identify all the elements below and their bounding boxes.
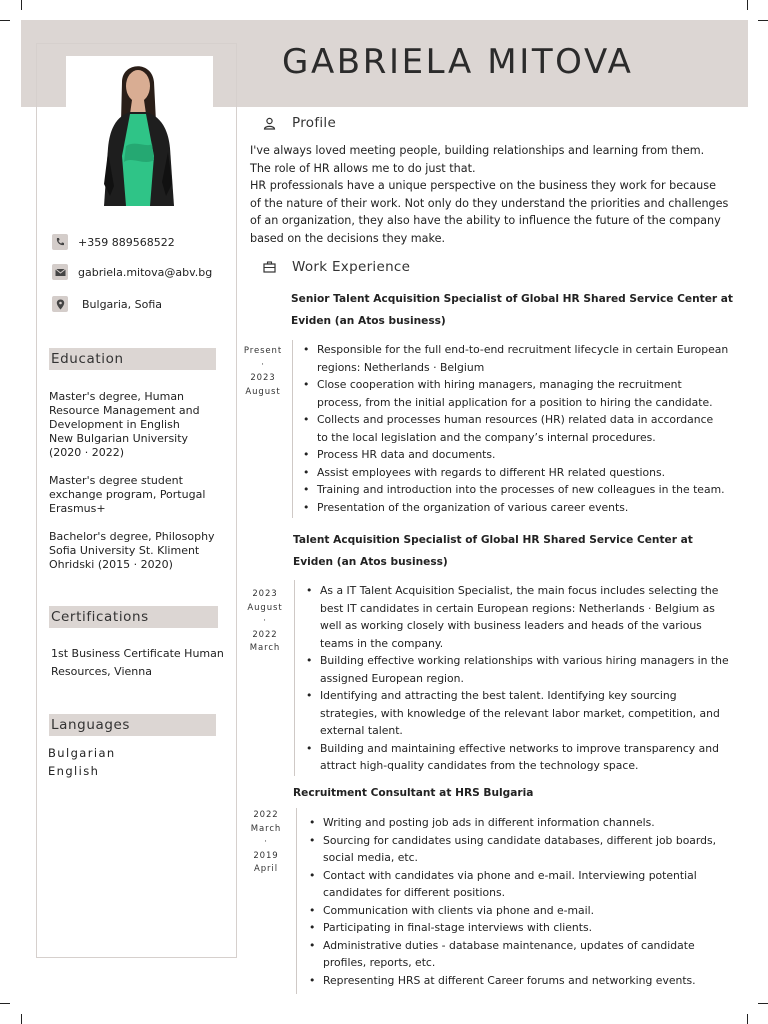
job-title (293, 782, 533, 804)
job-title (293, 529, 693, 573)
list-item: • Administrative duties - database maintenance, updates of candidate profiles, reports, etc. (309, 937, 747, 972)
date-line: 2022 (253, 810, 279, 820)
job-title-line: Eviden (an Atos business) (293, 556, 448, 568)
job-title-line: Talent Acquisition Specialist of Global HR Shared Service Center at (293, 534, 693, 546)
profile-line: based on the decisions they make. (250, 231, 446, 245)
person-icon (262, 116, 276, 130)
crop-mark (0, 1003, 10, 1004)
profile-heading-label: Profile (292, 115, 337, 131)
list-item: • Presentation of the organization of various career events. (303, 499, 748, 517)
list-item: • Close cooperation with hiring managers, managing the recruitment process, from the initial application for a position to hiring the candidate. (303, 376, 748, 411)
briefcase-icon (262, 260, 276, 274)
envelope-icon (52, 264, 68, 280)
profile-photo (66, 56, 213, 206)
date-line: April (254, 864, 278, 874)
job-title-line: Recruitment Consultant at HRS Bulgaria (293, 787, 534, 799)
date-line: · (261, 359, 265, 370)
language-item: English (48, 764, 100, 778)
list-item: • Contact with candidates via phone and e-mail. Interviewing potential candidates for different positions. (309, 867, 747, 902)
job-responsibilities (309, 814, 747, 989)
certification-line: Resources, Vienna (51, 665, 152, 678)
work-experience-heading (262, 259, 410, 275)
list-item: • As a IT Talent Acquisition Specialist, the main focus includes selecting the best IT candidates in certain European regions: Netherlands · Belgium as well as working closely with business leaders and heads of the various teams in the company. (306, 582, 746, 652)
certifications-heading: Certifications (49, 606, 218, 628)
profile-line: I've always loved meeting people, building relationships and learning from them. (250, 144, 705, 157)
contact-phone (52, 234, 175, 250)
language-item: Bulgarian (48, 746, 116, 760)
education-item (49, 390, 224, 460)
crop-mark (747, 0, 748, 10)
list-item: • Writing and posting job ads in different information channels. (309, 814, 747, 832)
crop-mark (21, 1014, 22, 1024)
list-item: • Training and introduction into the processes of new colleagues in the team. (303, 481, 748, 499)
crop-mark (758, 1003, 768, 1004)
profile-heading (262, 115, 336, 131)
phone-icon (52, 234, 68, 250)
date-line: August (245, 386, 281, 397)
date-line: 2023 (250, 373, 276, 383)
education-line: New Bulgarian University (49, 432, 189, 445)
contact-email (52, 264, 212, 280)
job-dates (240, 588, 290, 656)
date-line: 2022 (252, 629, 278, 640)
page-title: GABRIELA MITOVA (282, 42, 634, 82)
job-responsibilities (306, 582, 746, 775)
list-item: • Identifying and attracting the best talent. Identifying key sourcing strategies, with knowledge of the relevant labor market, competition, and external talent. (306, 687, 746, 740)
list-item: • Responsible for the full end-to-end recruitment lifecycle in certain European regions: Netherlands · Belgium (303, 341, 748, 376)
email-address: gabriela.mitova@abv.bg (78, 265, 213, 279)
education-line: Ohridski (2015 · 2020) (49, 558, 173, 571)
list-item: • Process HR data and documents. (303, 446, 748, 464)
date-line: · (263, 616, 267, 626)
job-dates (241, 809, 291, 877)
profile-line: of an organization, they also have the ability to influence the future of the company (250, 214, 721, 228)
date-line: 2023 (252, 589, 278, 599)
job-responsibilities (303, 341, 748, 516)
list-item: • Communication with clients via phone and e-mail. (309, 902, 747, 920)
education-item (49, 474, 224, 516)
date-line: March (250, 823, 282, 834)
profile-line: HR professionals have a unique perspective on the business they work for because (250, 179, 716, 193)
certification-item (51, 645, 226, 681)
crop-mark (21, 0, 22, 10)
education-line: Master's degree student (49, 474, 183, 487)
location-text: Bulgaria, Sofia (82, 297, 162, 311)
education-line: (2020 · 2022) (49, 446, 125, 459)
job-title (291, 288, 733, 332)
list-item: • Representing HRS at different Career forums and networking events. (309, 972, 747, 990)
education-line: Resource Management and (49, 404, 200, 417)
location-pin-icon (52, 296, 68, 312)
education-line: Erasmus+ (49, 502, 106, 515)
profile-summary (250, 142, 746, 248)
profile-line: of the nature of their work. Not only do they understand the priorities and challenges (250, 196, 729, 210)
job-dates (238, 345, 288, 399)
date-line: Present (243, 346, 283, 356)
list-item: • Building and maintaining effective networks to improve transparency and attract high-quality candidates from the technology space. (306, 740, 746, 775)
education-line: Bachelor's degree, Philosophy (49, 530, 215, 543)
crop-mark (758, 20, 768, 21)
certification-line: 1st Business Certificate Human (51, 647, 224, 660)
education-line: exchange program, Portugal (49, 488, 206, 501)
education-line: Sofia University St. Kliment (49, 544, 200, 557)
education-line: Development in English (49, 418, 180, 431)
education-heading: Education (49, 348, 216, 370)
phone-number: +359 889568522 (78, 235, 175, 249)
date-line: · (264, 837, 268, 847)
list-item: • Building effective working relationships with various hiring managers in the assigned European region. (306, 652, 746, 687)
work-experience-heading-label: Work Experience (292, 259, 411, 275)
timeline-divider (292, 340, 293, 518)
education-line: Master's degree, Human (49, 390, 185, 403)
list-item: • Assist employees with regards to different HR related questions. (303, 464, 748, 482)
profile-line: The role of HR allows me to do just that. (250, 161, 476, 175)
list-item: • Sourcing for candidates using candidate databases, different job boards, social media, etc. (309, 832, 747, 867)
education-item (49, 530, 224, 572)
timeline-divider (294, 580, 295, 776)
timeline-divider (296, 808, 297, 994)
date-line: August (247, 602, 283, 613)
date-line: 2019 (253, 850, 279, 861)
job-title-line: Eviden (an Atos business) (291, 315, 446, 327)
crop-mark (0, 20, 10, 21)
crop-mark (747, 1014, 748, 1024)
contact-location (52, 296, 162, 312)
job-title-line: Senior Talent Acquisition Specialist of Global HR Shared Service Center at (291, 293, 733, 305)
list-item: • Collects and processes human resources (HR) related data in accordance to the local legislation and the company’s internal procedures. (303, 411, 748, 446)
date-line: March (249, 643, 281, 653)
list-item: • Participating in final-stage interviews with clients. (309, 919, 747, 937)
languages-heading: Languages (49, 714, 216, 736)
